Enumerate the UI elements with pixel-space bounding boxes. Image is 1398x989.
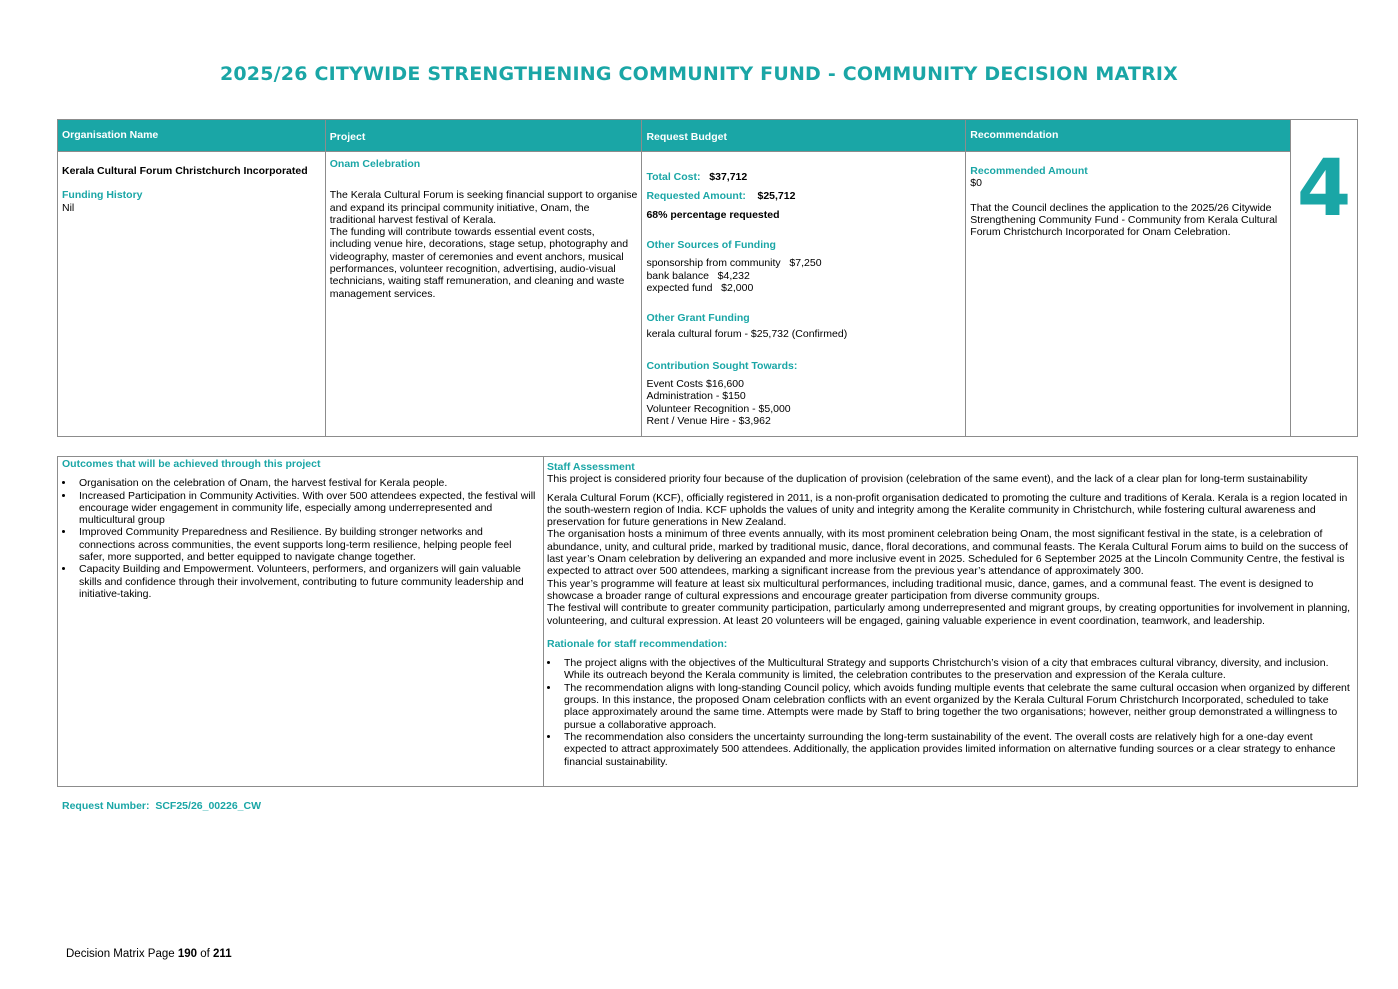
summary-table xyxy=(57,119,1358,437)
footer-of: of xyxy=(197,948,214,960)
priority-cell xyxy=(1291,120,1358,437)
project-description: The Kerala Cultural Forum is seeking financial support to organise and expand its principal community initiative, Onam, the traditional harvest festival of Kerala. xyxy=(329,189,638,226)
outcomes-label: Outcomes that will be achieved through this project xyxy=(62,458,321,470)
other-grant-value: kerala cultural forum - $25,732 (Confirmed) xyxy=(646,328,848,341)
total-cost-label: Total Cost: xyxy=(646,171,701,183)
header-organisation: Organisation Name xyxy=(58,120,326,152)
page-title: 2025/26 CITYWIDE STRENGTHENING COMMUNITY FUND - COMMUNITY DECISION MATRIX xyxy=(219,63,1179,85)
list-item: • The recommendation aligns with long-standing Council policy, which avoids funding multiple events that celebrate the same cultural occasion when organized by different groups. In this instance, the proposed Onam celebration conflicts with an event organized by the Kerala Cultural Forum Christchurch Incorporated, scheduled to take place approximately around the same time. Attempts were made by Staff to bring together the two organisations; however, neither group demonstrated a willingness to pursue a collaborative approach. xyxy=(560,682,1353,731)
header-budget: Request Budget xyxy=(642,120,966,152)
list-item: • Increased Participation in Community Activities. With over 500 attendees expected, the festival will encourage wider engagement in community life, especially among underrepresented and multicultural group xyxy=(75,490,539,527)
contribution-item: Volunteer Recognition - $5,000 xyxy=(646,402,791,415)
staff-paragraph: This year’s programme will feature at least six multicultural performances, including traditional music, dance, games, and a communal feast. The event is designed to showcase a broader range of cultural expressions and encourage greater participation from diverse community groups. xyxy=(547,577,1314,602)
outcomes-list xyxy=(62,477,539,600)
recommendation-cell xyxy=(966,152,1291,437)
organisation-cell xyxy=(58,152,326,437)
rationale-list xyxy=(547,657,1353,768)
outcomes-cell xyxy=(58,457,544,787)
rationale-label: Rationale for staff recommendation: xyxy=(547,637,728,650)
other-source-item: sponsorship from community $7,250 xyxy=(646,257,822,270)
footer-prefix: Decision Matrix Page xyxy=(66,948,178,960)
staff-intro: This project is considered priority four because of the duplication of provision (celebration of the same event), and the lack of a clear plan for long-term sustainability xyxy=(547,473,1308,486)
header-project: Project xyxy=(325,120,642,152)
other-source-item: expected fund $2,000 xyxy=(646,281,754,294)
funding-history-value: Nil xyxy=(62,201,75,214)
header-recommendation: Recommendation xyxy=(966,120,1291,152)
assessment-table xyxy=(57,456,1358,787)
page-footer xyxy=(66,948,232,960)
staff-paragraph: Kerala Cultural Forum (KCF), officially registered in 2011, is a non-profit organisation dedicated to promoting the culture and traditions of Kerala. Kerala is a region located in the south-western region of India. KCF upholds the values of unity and integrity among the Keralite community in Christchurch, while fostering cultural awareness and preservation for future generations in New Zealand. xyxy=(547,491,1348,529)
staff-assessment-label: Staff Assessment xyxy=(547,461,635,473)
staff-paragraph: The organisation hosts a minimum of three events annually, with its most prominent celebration being Onam, the most significant festival in the state, is a celebration of abundance, unity, and cultural pride, marked by traditional music, dance, floral decorations, and communal feasts. The Kerala Cultural Forum aims to build on the success of last year’s Onam celebration by delivering an expanded and more inclusive event in 2025. Scheduled for 6 September 2025 at the Lincoln Community Centre, the festival is expected to attract over 500 attendees, marking a significant increase from the previous year’s attendance of approximately 300. xyxy=(547,528,1348,578)
requested-amount-label: Requested Amount: xyxy=(646,190,746,202)
recommended-amount-value: $0 xyxy=(970,177,982,190)
footer-total-pages: 211 xyxy=(213,948,232,960)
contribution-item: Event Costs $16,600 xyxy=(646,378,744,391)
list-item: • Capacity Building and Empowerment. Volunteers, performers, and organizers will gain valuable skills and confidence through their involvement, contributing to future community leadership and initiative-taking. xyxy=(75,563,539,600)
project-name: Onam Celebration xyxy=(329,158,421,170)
contribution-item: Administration - $150 xyxy=(646,390,746,403)
list-item: • The recommendation also considers the uncertainty surrounding the long-term sustainability of the event. The overall costs are relatively high for a one-day event expected to attract approximately 500 attendees. Additionally, the application provides limited information on alternative funding sources or a clear strategy to enhance financial sustainability. xyxy=(560,731,1353,768)
percentage-requested: 68% percentage requested xyxy=(646,209,780,221)
contribution-label: Contribution Sought Towards: xyxy=(646,359,798,372)
project-funding-use: The funding will contribute towards essential event costs, including venue hire, decorations, stage setup, photography and videography, master of ceremonies and event anchors, musical performances, volunteer recognition, advertising, audio-visual technicians, waiting staff remuneration, and cleaning and waste management services. xyxy=(329,226,629,300)
other-grant-label: Other Grant Funding xyxy=(646,312,750,325)
budget-cell xyxy=(642,152,966,437)
organisation-name: Kerala Cultural Forum Christchurch Incorporated xyxy=(62,165,308,177)
recommended-amount-label: Recommended Amount xyxy=(970,165,1088,177)
contribution-item: Rent / Venue Hire - $3,962 xyxy=(646,414,771,427)
priority-number: 4 xyxy=(1296,144,1352,234)
staff-assessment-cell xyxy=(544,457,1358,787)
other-sources-label: Other Sources of Funding xyxy=(646,239,776,251)
requested-amount-value: $25,712 xyxy=(757,190,796,202)
total-cost-value: $37,712 xyxy=(709,171,748,183)
list-item: • The project aligns with the objectives of the Multicultural Strategy and supports Christchurch’s vision of a city that embraces cultural vibrancy, diversity, and inclusion. While its outreach beyond the Kerala community is limited, the celebration contributes to the preservation and expression of the Kerala culture. xyxy=(560,657,1353,682)
list-item: • Improved Community Preparedness and Resilience. By building stronger networks and connections across communities, the event supports long-term resilience, helping people feel safer, more supported, and better equipped to navigate change together. xyxy=(75,526,539,563)
list-item: • Organisation on the celebration of Onam, the harvest festival for Kerala people. xyxy=(75,477,539,489)
project-cell xyxy=(325,152,642,437)
recommendation-text: That the Council declines the application to the 2025/26 Citywide Strengthening Community Fund - Community from Kerala Cultural Forum Christchurch Incorporated for Onam Celebration. xyxy=(970,201,1278,239)
request-number: Request Number: SCF25/26_00226_CW xyxy=(62,800,261,812)
footer-page-number: 190 xyxy=(177,948,198,960)
funding-history-label: Funding History xyxy=(62,189,143,202)
other-source-item: bank balance $4,232 xyxy=(646,269,750,282)
staff-paragraph: The festival will contribute to greater community participation, particularly among underrepresented and migrant groups, by creating opportunities for involvement in planning, volunteering, and cultural expression. At least 20 volunteers will be engaged, gaining valuable experience in event coordination, teamwork, and leadership. xyxy=(547,602,1351,627)
